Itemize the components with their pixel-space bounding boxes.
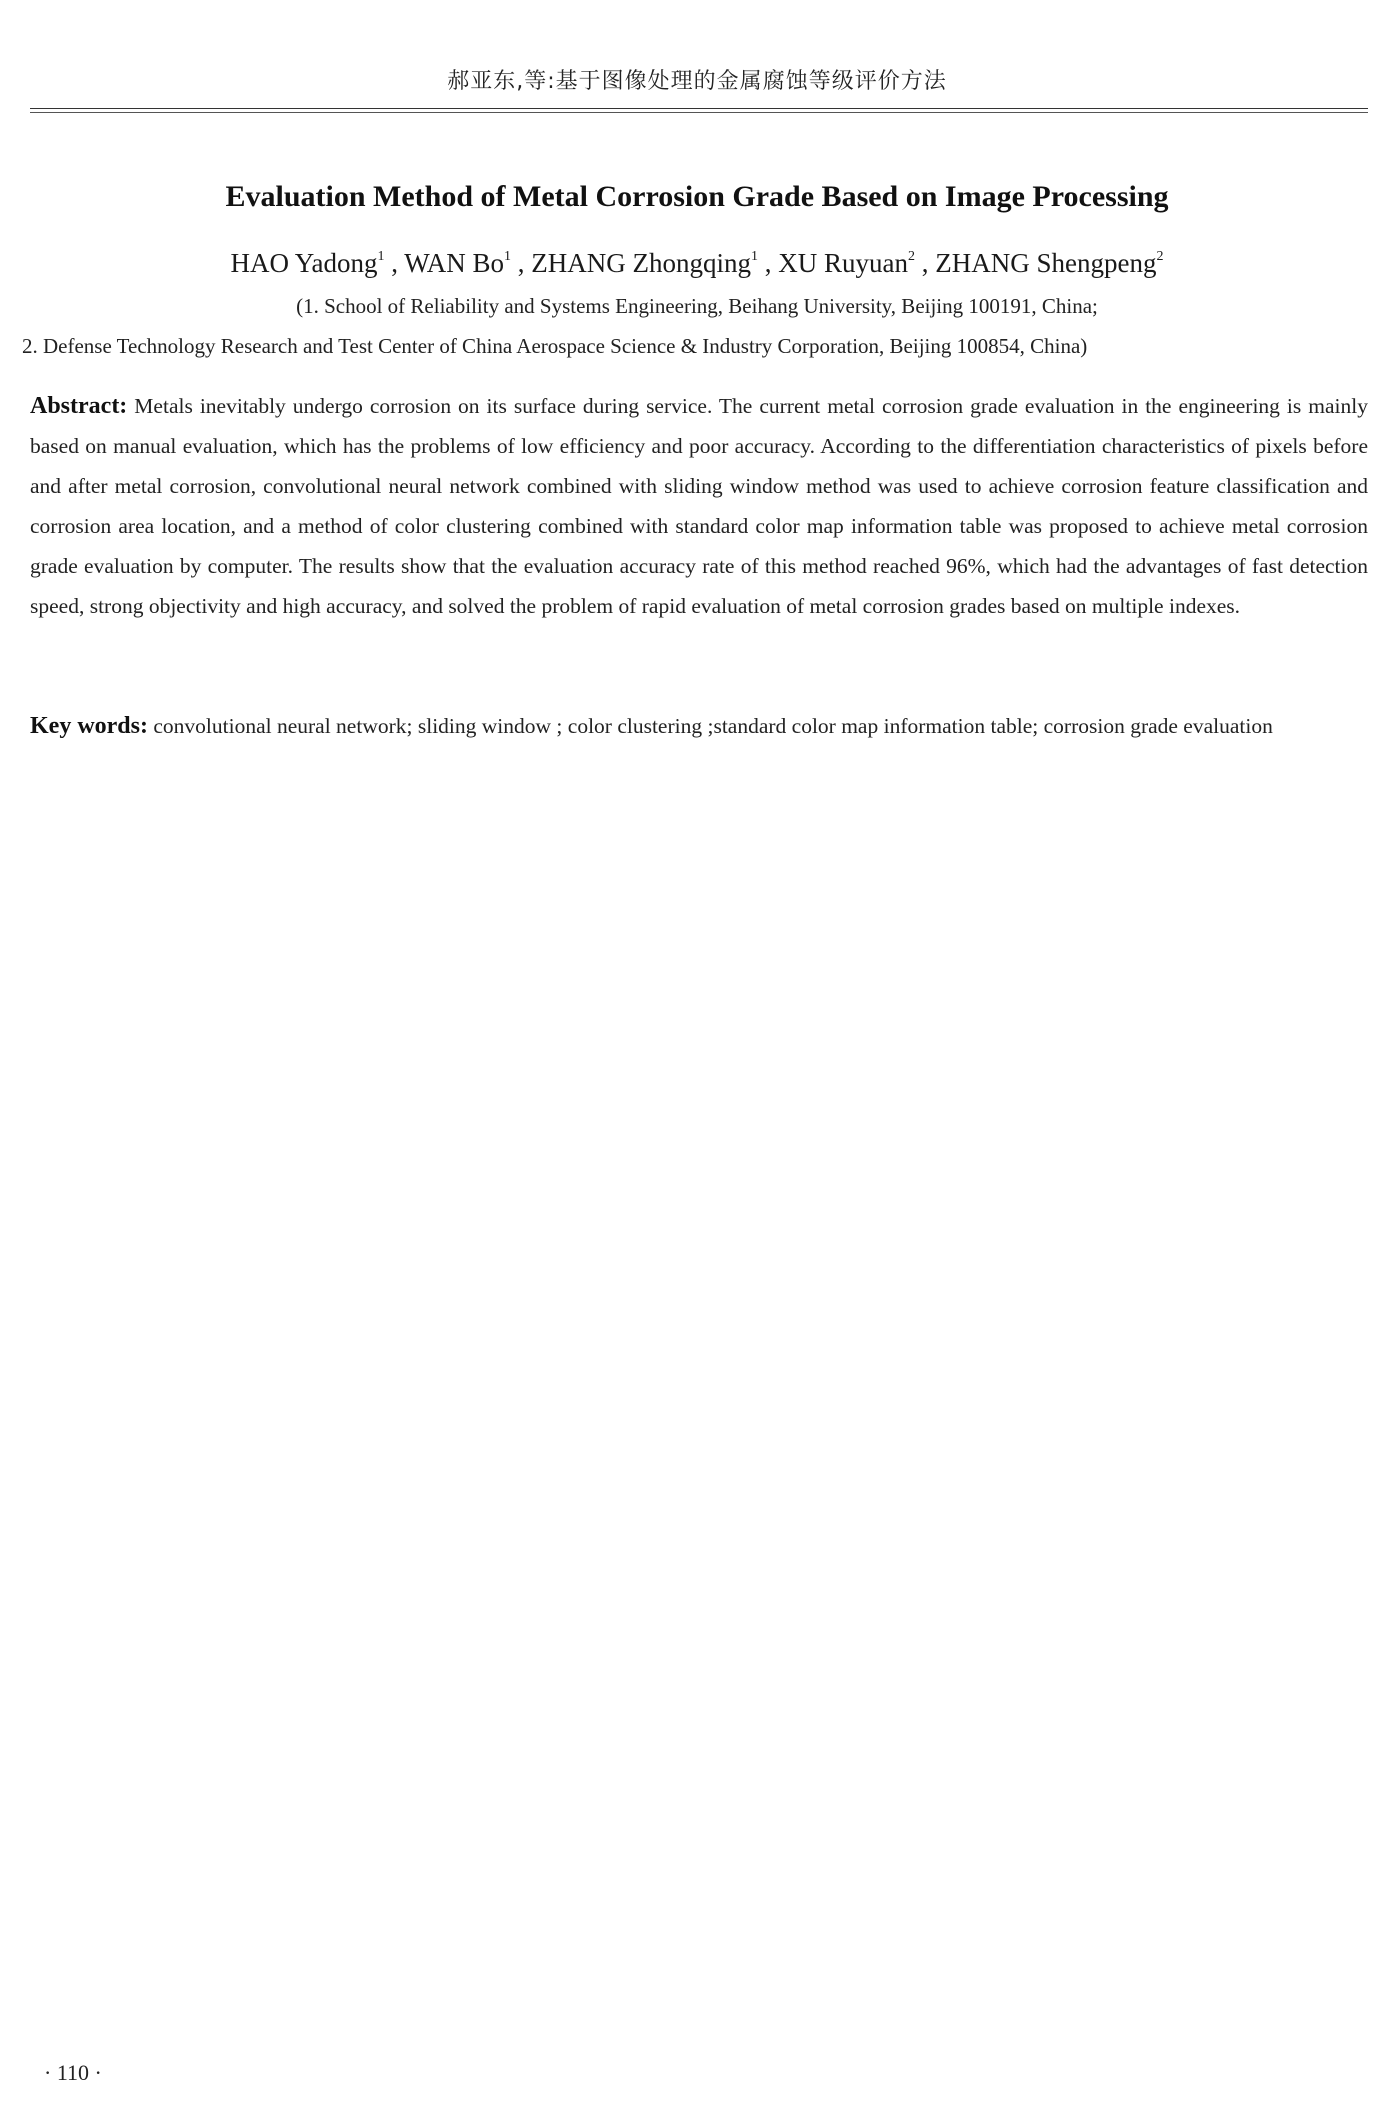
author-name: WAN Bo [404, 248, 505, 278]
page-number: · 110 · [44, 2060, 102, 2085]
author-separator: , [758, 248, 779, 278]
running-header: 郝亚东,等:基于图像处理的金属腐蚀等级评价方法 [447, 69, 947, 94]
abstract-text: Metals inevitably undergo corrosion on its surface during service. The current metal corrosion grade evaluation in the engineering is mainly based on manual evaluation, which has the problems of low efficiency and poor accuracy. According to the differentiation characteristics of pixels before and after metal corrosion, convolutional neural network combined with sliding window method was used to achieve corrosion feature classification and corrosion area location, and a method of color clustering combined with standard color map information table was proposed to achieve metal corrosion grade evaluation by computer. The results show that the evaluation accuracy rate of this method reached 96%, which had the advantages of fast detection speed, strong objectivity and high accuracy, and solved the problem of rapid evaluation of metal corrosion grades based on multiple indexes. [30, 394, 1368, 618]
author-affiliation-mark: 2 [1156, 249, 1164, 264]
keywords-text: convolutional neural network; sliding window ; color clustering ;standard color map information table; corrosion grade evaluation [147, 714, 1273, 738]
author-affiliation-mark: 1 [504, 249, 512, 264]
abstract [30, 386, 1368, 626]
header-rule-thin [30, 112, 1368, 113]
author-name: HAO Yadong [230, 248, 378, 278]
author-name: XU Ruyuan [778, 248, 909, 278]
paper-title: Evaluation Method of Metal Corrosion Grade Based on Image Processing [225, 180, 1169, 213]
author-name: ZHANG Shengpeng [935, 248, 1157, 278]
author-separator: , [384, 248, 405, 278]
author-affiliation-mark: 1 [377, 249, 385, 264]
keywords-label: Key words: [30, 713, 148, 739]
affiliation-2: 2. Defense Technology Research and Test Center of China Aerospace Science & Industry Corporation, Beijing 100854, China) [22, 334, 1088, 358]
author-affiliation-mark: 2 [908, 249, 916, 264]
author-affiliation-mark: 1 [751, 249, 759, 264]
author-separator: , [511, 248, 532, 278]
header-rule [30, 108, 1368, 109]
author-separator: , [915, 248, 936, 278]
affiliation-1: (1. School of Reliability and Systems Engineering, Beihang University, Beijing 100191, China; [296, 294, 1098, 318]
abstract-label: Abstract: [30, 393, 128, 419]
keywords [30, 706, 1368, 746]
author-list [0, 248, 1394, 279]
author-name: ZHANG Zhongqing [531, 248, 752, 278]
